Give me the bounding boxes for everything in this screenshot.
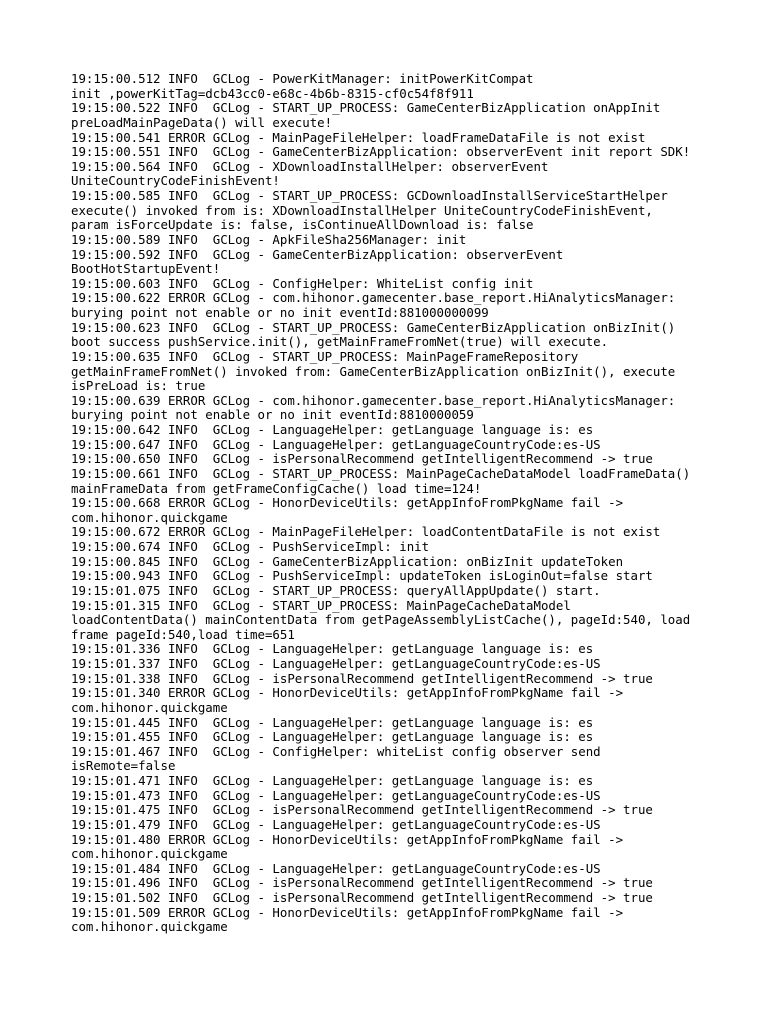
log-line: init ,powerKitTag=dcb43cc0-e68c-4b6b-8315-cf0c54f8f911 <box>71 85 474 101</box>
log-line: 19:15:01.467 INFO GCLog - ConfigHelper: whiteList config observer send <box>71 743 601 759</box>
log-line: 19:15:01.471 INFO GCLog - LanguageHelper: getLanguage language is: es <box>71 773 594 788</box>
log-line: 19:15:01.338 INFO GCLog - isPersonalRecommend getIntelligentRecommend -> true <box>71 670 653 686</box>
log-line: 19:15:00.623 INFO GCLog - START_UP_PROCESS: GameCenterBizApplication onBizInit() <box>71 319 676 335</box>
log-line: BootHotStartupEvent! <box>71 261 221 277</box>
log-line: 19:15:00.589 INFO GCLog - ApkFileSha256Manager: init <box>71 231 467 247</box>
log-line: 19:15:00.522 INFO GCLog - START_UP_PROCESS: GameCenterBizApplication onAppInit <box>71 100 661 116</box>
log-line: 19:15:01.509 ERROR GCLog - HonorDeviceUtils: getAppInfoFromPkgName fail -> <box>71 904 624 920</box>
log-line: 19:15:00.603 INFO GCLog - ConfigHelper: WhiteList config init <box>71 275 534 291</box>
log-line: isRemote=false <box>71 758 176 774</box>
log-line: 19:15:01.455 INFO GCLog - LanguageHelper: getLanguage language is: es <box>71 729 594 745</box>
log-line: getMainFrameFromNet() invoked from: GameCenterBizApplication onBizInit(), execute <box>71 363 676 379</box>
log-line: 19:15:01.480 ERROR GCLog - HonorDeviceUtils: getAppInfoFromPkgName fail -> <box>71 831 624 847</box>
log-line: param isForceUpdate is: false, isContinueAllDownload is: false <box>71 217 534 233</box>
log-line: 19:15:00.668 ERROR GCLog - HonorDeviceUtils: getAppInfoFromPkgName fail -> <box>71 495 624 511</box>
log-line: 19:15:00.592 INFO GCLog - GameCenterBizApplication: observerEvent <box>71 246 564 262</box>
log-line: 19:15:01.475 INFO GCLog - isPersonalRecommend getIntelligentRecommend -> true <box>71 802 653 818</box>
log-line: 19:15:00.674 INFO GCLog - PushServiceImpl: init <box>71 539 430 554</box>
log-line: 19:15:00.512 INFO GCLog - PowerKitManager: initPowerKitCompat <box>71 71 534 86</box>
log-line: 19:15:00.551 INFO GCLog - GameCenterBizApplication: observerEvent init report SDK! <box>71 144 691 160</box>
log-line: frame pageId:540,load time=651 <box>71 626 295 642</box>
log-line: burying point not enable or no init eventId:8810000059 <box>71 407 474 423</box>
log-line: 19:15:00.647 INFO GCLog - LanguageHelper: getLanguageCountryCode:es-US <box>71 436 601 452</box>
log-line: burying point not enable or no init eventId:881000000099 <box>71 305 489 320</box>
log-line: 19:15:01.496 INFO GCLog - isPersonalRecommend getIntelligentRecommend -> true <box>71 875 653 891</box>
log-line: 19:15:01.502 INFO GCLog - isPersonalRecommend getIntelligentRecommend -> true <box>71 890 653 905</box>
log-line: 19:15:01.315 INFO GCLog - START_UP_PROCESS: MainPageCacheDataModel <box>71 597 571 613</box>
log-line: 19:15:00.541 ERROR GCLog - MainPageFileHelper: loadFrameDataFile is not exist <box>71 129 646 145</box>
log-line: 19:15:00.661 INFO GCLog - START_UP_PROCESS: MainPageCacheDataModel loadFrameData() <box>71 465 691 481</box>
log-line: 19:15:00.650 INFO GCLog - isPersonalRecommend getIntelligentRecommend -> true <box>71 451 653 467</box>
log-line: 19:15:00.845 INFO GCLog - GameCenterBizApplication: onBizInit updateToken <box>71 553 624 569</box>
log-line: preLoadMainPageData() will execute! <box>71 114 333 130</box>
log-line: UniteCountryCodeFinishEvent! <box>71 173 280 189</box>
log-line: 19:15:01.340 ERROR GCLog - HonorDeviceUtils: getAppInfoFromPkgName fail -> <box>71 685 624 701</box>
log-line: 19:15:01.479 INFO GCLog - LanguageHelper: getLanguageCountryCode:es-US <box>71 816 601 832</box>
log-document <box>71 72 711 935</box>
log-line: 19:15:00.639 ERROR GCLog - com.hihonor.gamecenter.base_report.HiAnalyticsManager: <box>71 392 676 408</box>
log-line: com.hihonor.quickgame <box>71 509 228 525</box>
log-line: execute() invoked from is: XDownloadInstallHelper UniteCountryCodeFinishEvent, <box>71 202 653 218</box>
log-line: mainFrameData from getFrameConfigCache() load time=124! <box>71 480 482 496</box>
log-line: com.hihonor.quickgame <box>71 699 228 715</box>
log-line: 19:15:01.337 INFO GCLog - LanguageHelper: getLanguageCountryCode:es-US <box>71 656 601 671</box>
log-line: 19:15:01.075 INFO GCLog - START_UP_PROCESS: queryAllAppUpdate() start. <box>71 582 601 598</box>
log-line: 19:15:00.585 INFO GCLog - START_UP_PROCESS: GCDownloadInstallServiceStartHelper <box>71 188 668 203</box>
log-line: com.hihonor.quickgame <box>71 846 228 862</box>
log-line: 19:15:00.564 INFO GCLog - XDownloadInstallHelper: observerEvent <box>71 158 549 174</box>
log-line: 19:15:00.642 INFO GCLog - LanguageHelper: getLanguage language is: es <box>71 422 594 437</box>
log-line: 19:15:01.484 INFO GCLog - LanguageHelper: getLanguageCountryCode:es-US <box>71 860 601 876</box>
log-line: 19:15:00.672 ERROR GCLog - MainPageFileHelper: loadContentDataFile is not exist <box>71 524 661 540</box>
log-line: 19:15:01.445 INFO GCLog - LanguageHelper: getLanguage language is: es <box>71 714 594 730</box>
log-line: com.hihonor.quickgame <box>71 919 228 935</box>
log-line: 19:15:01.336 INFO GCLog - LanguageHelper: getLanguage language is: es <box>71 641 594 657</box>
log-line: loadContentData() mainContentData from getPageAssemblyListCache(), pageId:540, load <box>71 612 691 628</box>
log-line: isPreLoad is: true <box>71 378 206 394</box>
log-line: 19:15:00.635 INFO GCLog - START_UP_PROCESS: MainPageFrameRepository <box>71 348 579 364</box>
log-line: 19:15:01.473 INFO GCLog - LanguageHelper: getLanguageCountryCode:es-US <box>71 787 601 803</box>
log-line: 19:15:00.622 ERROR GCLog - com.hihonor.gamecenter.base_report.HiAnalyticsManager: <box>71 290 676 306</box>
log-line: boot success pushService.init(), getMainFrameFromNet(true) will execute. <box>71 334 609 350</box>
log-line: 19:15:00.943 INFO GCLog - PushServiceImpl: updateToken isLoginOut=false start <box>71 568 653 584</box>
